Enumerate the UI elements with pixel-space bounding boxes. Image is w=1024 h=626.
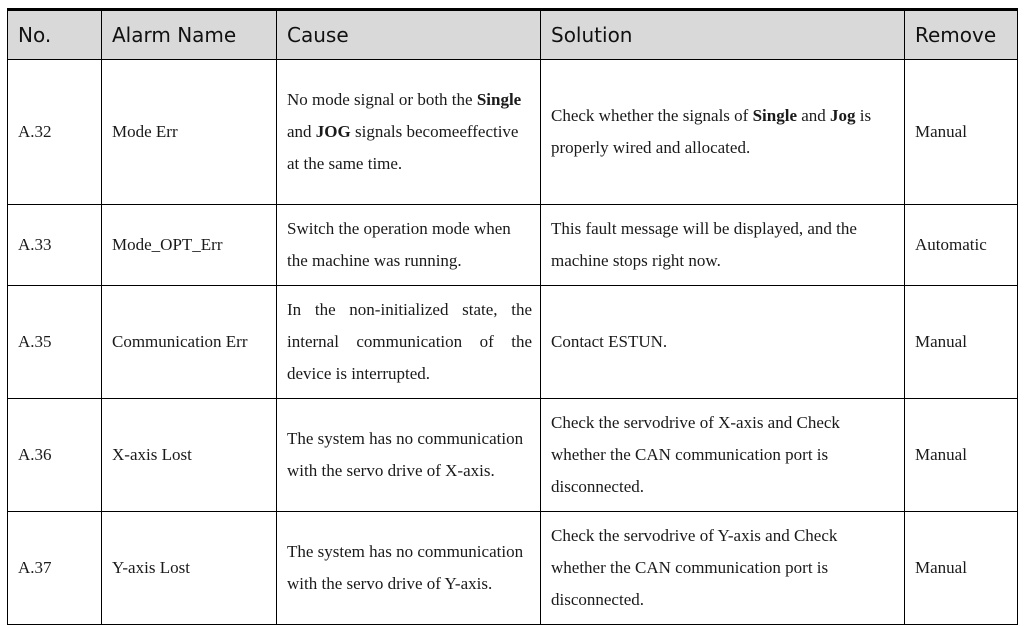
solution-text: Check whether the signals of (551, 106, 753, 125)
cause-text: and (287, 122, 316, 141)
cell-solution: Check the servodrive of Y-axis and Check whether the CAN communication port is disconnected. (541, 512, 905, 625)
cell-solution: Contact ESTUN. (541, 286, 905, 399)
table-row (8, 399, 1018, 512)
header-remove: Remove (905, 10, 1018, 60)
cell-alarm-name: Y-axis Lost (102, 512, 277, 625)
cell-no: A.33 (8, 205, 102, 286)
cell-no: A.36 (8, 399, 102, 512)
table-body (8, 60, 1018, 625)
table-row (8, 60, 1018, 205)
header-row (8, 10, 1018, 60)
table-row (8, 286, 1018, 399)
header-cause: Cause (277, 10, 541, 60)
cell-no: A.32 (8, 60, 102, 205)
cell-solution (541, 60, 905, 205)
solution-text: is properly wired and allocated. (551, 106, 872, 157)
cell-remove: Automatic (905, 205, 1018, 286)
cell-cause: Switch the operation mode when the machine was running. (277, 205, 541, 286)
cause-text: signals becomeeffective at the same time. (287, 122, 519, 173)
cell-solution: Check the servodrive of X-axis and Check whether the CAN communication port is disconnected. (541, 399, 905, 512)
table-row (8, 205, 1018, 286)
header-no: No. (8, 10, 102, 60)
cause-bold-single: Single (476, 90, 522, 109)
cell-cause (277, 60, 541, 205)
cause-text: No mode signal or both the (287, 90, 477, 109)
alarm-table (7, 8, 1018, 625)
cause-bold-jog: JOG (315, 122, 351, 141)
cell-solution: This fault message will be displayed, and the machine stops right now. (541, 205, 905, 286)
cell-remove: Manual (905, 399, 1018, 512)
header-solution: Solution (541, 10, 905, 60)
cell-cause: In the non-initialized state, the internal communication of the device is interrupted. (277, 286, 541, 399)
cell-no: A.35 (8, 286, 102, 399)
table-row (8, 512, 1018, 625)
cell-cause: The system has no communication with the servo drive of Y-axis. (277, 512, 541, 625)
cell-alarm-name: Mode Err (102, 60, 277, 205)
cell-remove: Manual (905, 512, 1018, 625)
cell-alarm-name: Mode_OPT_Err (102, 205, 277, 286)
header-alarm-name: Alarm Name (102, 10, 277, 60)
cell-cause: The system has no communication with the servo drive of X-axis. (277, 399, 541, 512)
cell-alarm-name: X-axis Lost (102, 399, 277, 512)
cell-remove: Manual (905, 60, 1018, 205)
solution-text: and (797, 106, 831, 125)
solution-bold-single: Single (752, 106, 797, 125)
cell-no: A.37 (8, 512, 102, 625)
table-header (8, 10, 1018, 60)
cell-remove: Manual (905, 286, 1018, 399)
cell-alarm-name: Communication Err (102, 286, 277, 399)
solution-bold-jog: Jog (830, 106, 856, 125)
